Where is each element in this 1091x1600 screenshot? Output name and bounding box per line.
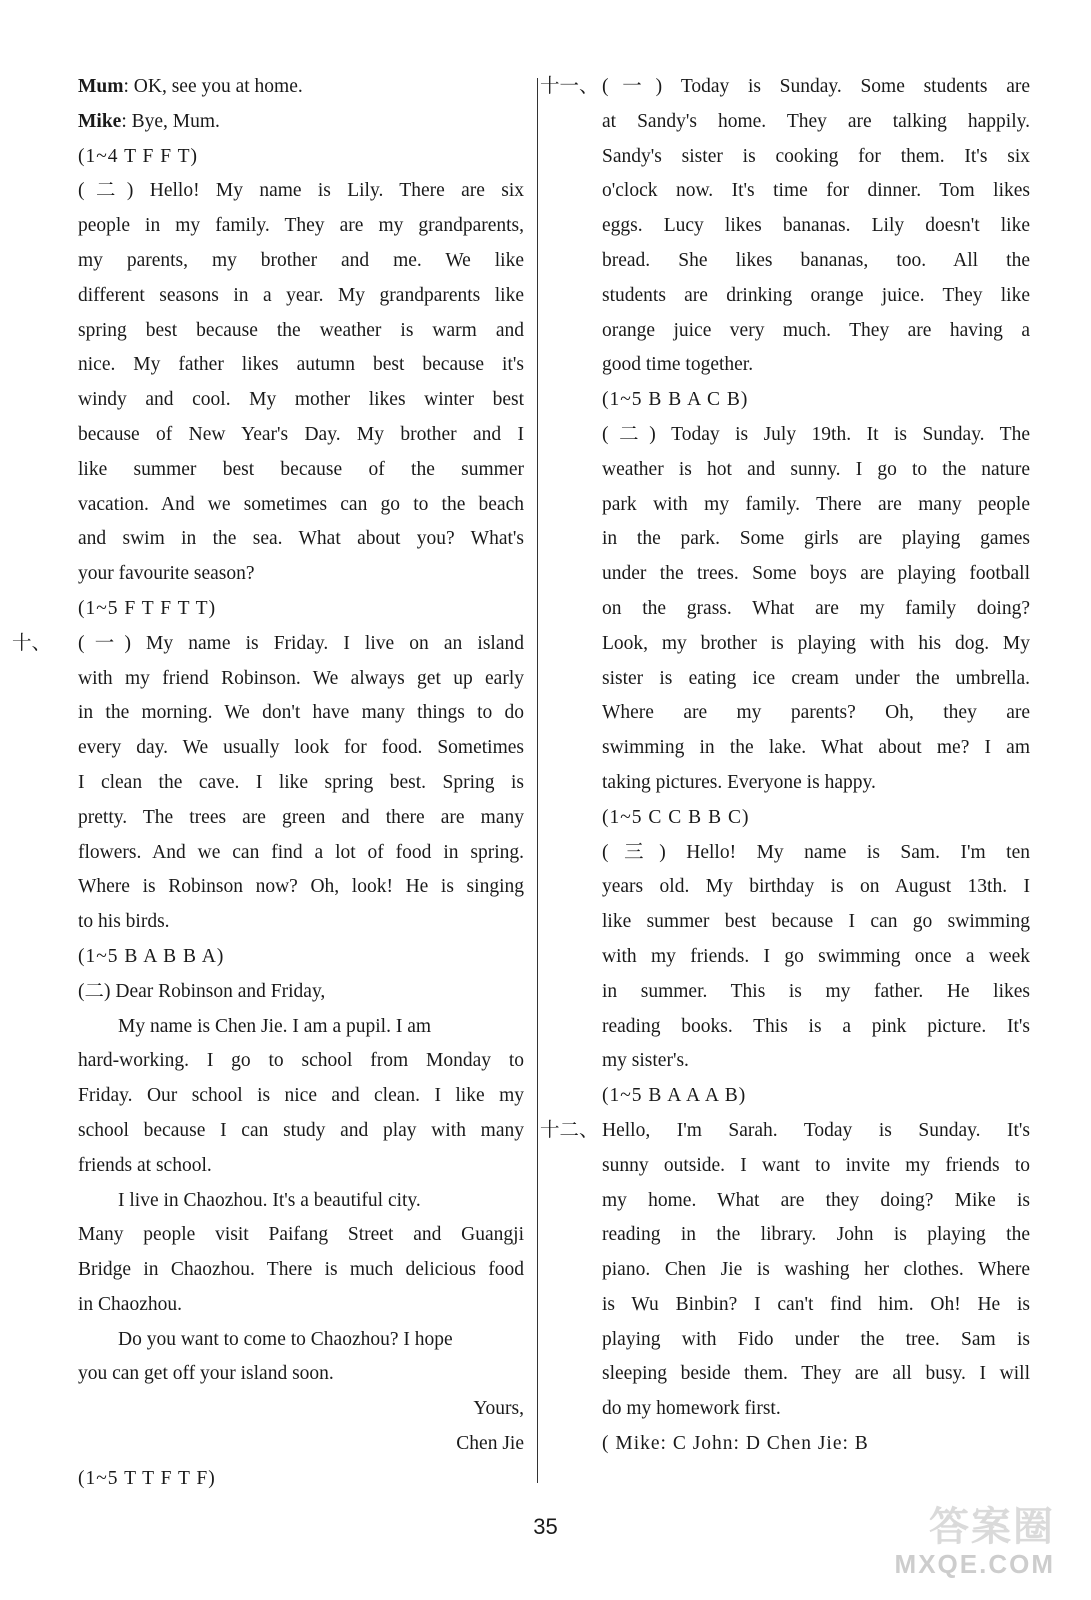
section-number: 十、 [12,632,52,654]
text-line [78,279,524,314]
line-text: Look, my brother is playing with his dog. My [602,632,1030,654]
text-line [602,975,1030,1010]
line-text: I live in Chaozhou. It's a beautiful city. [118,1189,421,1211]
line-text: hard-working. I go to school from Monday to [78,1050,524,1072]
line-text: you can get off your island soon. [78,1363,334,1385]
line-text: Do you want to come to Chaozhou? I hope [118,1328,453,1350]
line-text: orange juice very much. They are having a [602,319,1030,341]
line-text: friends at school. [78,1154,212,1176]
line-text: vacation. And we sometimes can go to the beach [78,493,524,515]
line-text: (1~5 B B A C B) [602,389,749,411]
line-text: to his birds. [78,911,170,933]
line-text: My name is Chen Jie. I am a pupil. I am [118,1015,432,1037]
line-text: (1~5 B A B B A) [78,945,225,967]
text-line [78,870,524,905]
text-line [78,801,524,836]
text-line [602,1323,1030,1358]
line-text: weather is hot and sunny. I go to the nature [602,458,1030,480]
text-line [78,174,524,209]
line-text: : Bye, Mum. [121,110,220,132]
text-line [602,209,1030,244]
text-line [78,696,524,731]
text-line [540,1114,1030,1149]
text-line [78,905,524,940]
text-line [78,1044,524,1079]
text-line [78,1357,524,1392]
line-text: (一) My name is Friday. I live on an island [78,632,524,654]
line-text: (1~5 C C B B C) [602,806,750,828]
text-line [78,105,524,140]
line-text: Friday. Our school is nice and clean. I like my [78,1085,524,1107]
watermark-logo: 答案圈 [929,1505,1055,1549]
line-text: good time together. [602,354,754,376]
text-line [78,348,524,383]
text-line [78,453,524,488]
text-line [78,1323,524,1358]
text-line [602,453,1030,488]
line-text: reading in the library. John is playing the [602,1224,1030,1246]
watermark [895,1505,1055,1580]
speaker-name: Mike [78,110,122,132]
line-text: ( Mike: C John: D Chen Jie: B [602,1433,869,1455]
line-text: and swim in the sea. What about you? What's [78,528,524,550]
line-text: park with my family. There are many people [602,493,1030,515]
line-text: (三) Hello! My name is Sam. I'm ten [602,841,1030,863]
line-text: in summer. This is my father. He likes [602,980,1030,1002]
answer-key-line [602,801,1030,836]
text-line [602,1253,1030,1288]
line-text: do my homework first. [602,1398,781,1420]
line-text: with my friend Robinson. We always get up early [78,667,524,689]
line-text: (二) Hello! My name is Lily. There are six [78,180,524,202]
line-text: because of New Year's Day. My brother and I [78,423,524,445]
text-line [78,731,524,766]
text-line [602,1149,1030,1184]
text-line [78,1427,524,1462]
line-text: at Sandy's home. They are talking happily. [602,110,1030,132]
text-line [602,766,1030,801]
text-line [602,662,1030,697]
text-line [602,1288,1030,1323]
line-text: people in my family. They are my grandparents, [78,215,524,237]
line-text: spring best because the weather is warm and [78,319,524,341]
line-text: on the grass. What are my family doing? [602,597,1030,619]
line-text: Where is Robinson now? Oh, look! He is singing [78,876,524,898]
line-text: Many people visit Paifang Street and Guangji [78,1224,524,1246]
text-line [602,1010,1030,1045]
text-line [602,1184,1030,1219]
text-line [78,836,524,871]
line-text: (一) Today is Sunday. Some students are [602,76,1030,97]
line-text: in Chaozhou. [78,1293,182,1315]
text-line [78,557,524,592]
line-text: reading books. This is a pink picture. It's [602,1015,1030,1037]
line-text: sleeping beside them. They are all busy. I will [602,1363,1030,1385]
answer-key-line [602,383,1030,418]
section-number: 十一、 [540,76,599,97]
line-text: nice. My father likes autumn best because it's [78,354,524,376]
text-line [602,1357,1030,1392]
line-text: school because I can study and play with many [78,1119,524,1141]
text-line [78,766,524,801]
line-text: windy and cool. My mother likes winter best [78,389,524,411]
answer-key-line [78,940,524,975]
speaker-name: Mum [78,76,124,97]
text-line [78,1010,524,1045]
line-text: sunny outside. I want to invite my friends to [602,1154,1030,1176]
page-number: 35 [533,1514,558,1539]
text-line [78,1392,524,1427]
line-text: your favourite season? [78,563,255,585]
line-text: Chen Jie [456,1433,524,1455]
text-line [78,975,524,1010]
text-line [602,1218,1030,1253]
text-line [602,940,1030,975]
line-text: (1~5 B A A A B) [602,1085,747,1107]
text-line [78,488,524,523]
text-line [602,731,1030,766]
line-text: (二) Today is July 19th. It is Sunday. The [602,423,1030,445]
line-text: like summer best because I can go swimming [602,911,1030,933]
text-line [78,70,524,105]
line-text: (1~4 T F F T) [78,145,198,167]
line-text: my parents, my brother and me. We like [78,249,524,271]
line-text: playing with Fido under the tree. Sam is [602,1328,1030,1350]
answer-key-line [602,1079,1030,1114]
text-line [78,209,524,244]
text-line [602,870,1030,905]
section-number: 十二、 [540,1119,599,1141]
text-line [602,627,1030,662]
line-text: sister is eating ice cream under the umbrella. [602,667,1030,689]
text-line [602,174,1030,209]
line-text: piano. Chen Jie is washing her clothes. Where [602,1259,1030,1281]
text-line [602,836,1030,871]
text-line [78,1149,524,1184]
line-text: Sandy's sister is cooking for them. It's six [602,145,1030,167]
line-text: (1~5 F T F T T) [78,597,217,619]
answer-key-line [78,1462,524,1497]
text-line [78,314,524,349]
line-text: under the trees. Some boys are playing football [602,563,1030,585]
line-text: different seasons in a year. My grandparents like [78,284,524,306]
line-text: Hello, I'm Sarah. Today is Sunday. It's [602,1119,1030,1141]
line-text: Where are my parents? Oh, they are [602,702,1030,724]
text-line [78,522,524,557]
text-line [78,1079,524,1114]
line-text: pretty. The trees are green and there are many [78,806,524,828]
text-line [602,557,1030,592]
text-line [78,383,524,418]
line-text: students are drinking orange juice. They like [602,284,1030,306]
text-line [540,70,1030,105]
text-line [602,279,1030,314]
line-text: flowers. And we can find a lot of food in spring. [78,841,524,863]
text-line [12,627,524,662]
text-line [602,522,1030,557]
text-line [602,696,1030,731]
text-line [78,244,524,279]
line-text: taking pictures. Everyone is happy. [602,771,876,793]
line-text: swimming in the lake. What about me? I am [602,737,1030,759]
watermark-url: MXQE.COM [894,1549,1055,1579]
text-line [602,348,1030,383]
line-text: is Wu Binbin? I can't find him. Oh! He is [602,1293,1030,1315]
text-line [602,418,1030,453]
text-line [602,244,1030,279]
line-text: (1~5 T T F T F) [78,1467,216,1489]
text-line [602,488,1030,523]
text-line [602,105,1030,140]
text-line [78,1253,524,1288]
text-line [78,418,524,453]
text-line [78,662,524,697]
line-text: in the park. Some girls are playing games [602,528,1030,550]
line-text: I clean the cave. I like spring best. Spring is [78,771,524,793]
right-column [540,70,1030,1462]
line-text: my home. What are they doing? Mike is [602,1189,1030,1211]
line-text: Bridge in Chaozhou. There is much delicious food [78,1259,524,1281]
text-line [78,1114,524,1149]
line-text: years old. My birthday is on August 13th. I [602,876,1030,898]
text-line [602,1044,1030,1079]
line-text: in the morning. We don't have many things to do [78,702,524,724]
text-line [602,1392,1030,1427]
line-text: my sister's. [602,1050,689,1072]
line-text: (二) Dear Robinson and Friday, [78,980,326,1002]
answer-key-line [602,1427,1030,1462]
column-divider [537,78,538,1483]
line-text: o'clock now. It's time for dinner. Tom likes [602,180,1030,202]
line-text: with my friends. I go swimming once a week [602,945,1030,967]
line-text: every day. We usually look for food. Sometimes [78,737,524,759]
text-line [602,140,1030,175]
line-text: : OK, see you at home. [123,76,303,97]
line-text: Yours, [473,1398,524,1420]
text-line [602,592,1030,627]
text-line [78,1288,524,1323]
answer-key-line [78,592,524,627]
left-column [12,70,524,1497]
line-text: like summer best because of the summer [78,458,524,480]
answer-key-line [78,140,524,175]
text-line [78,1184,524,1219]
text-line [78,1218,524,1253]
line-text: eggs. Lucy likes bananas. Lily doesn't like [602,215,1030,237]
line-text: bread. She likes bananas, too. All the [602,249,1030,271]
text-line [602,314,1030,349]
text-line [602,905,1030,940]
